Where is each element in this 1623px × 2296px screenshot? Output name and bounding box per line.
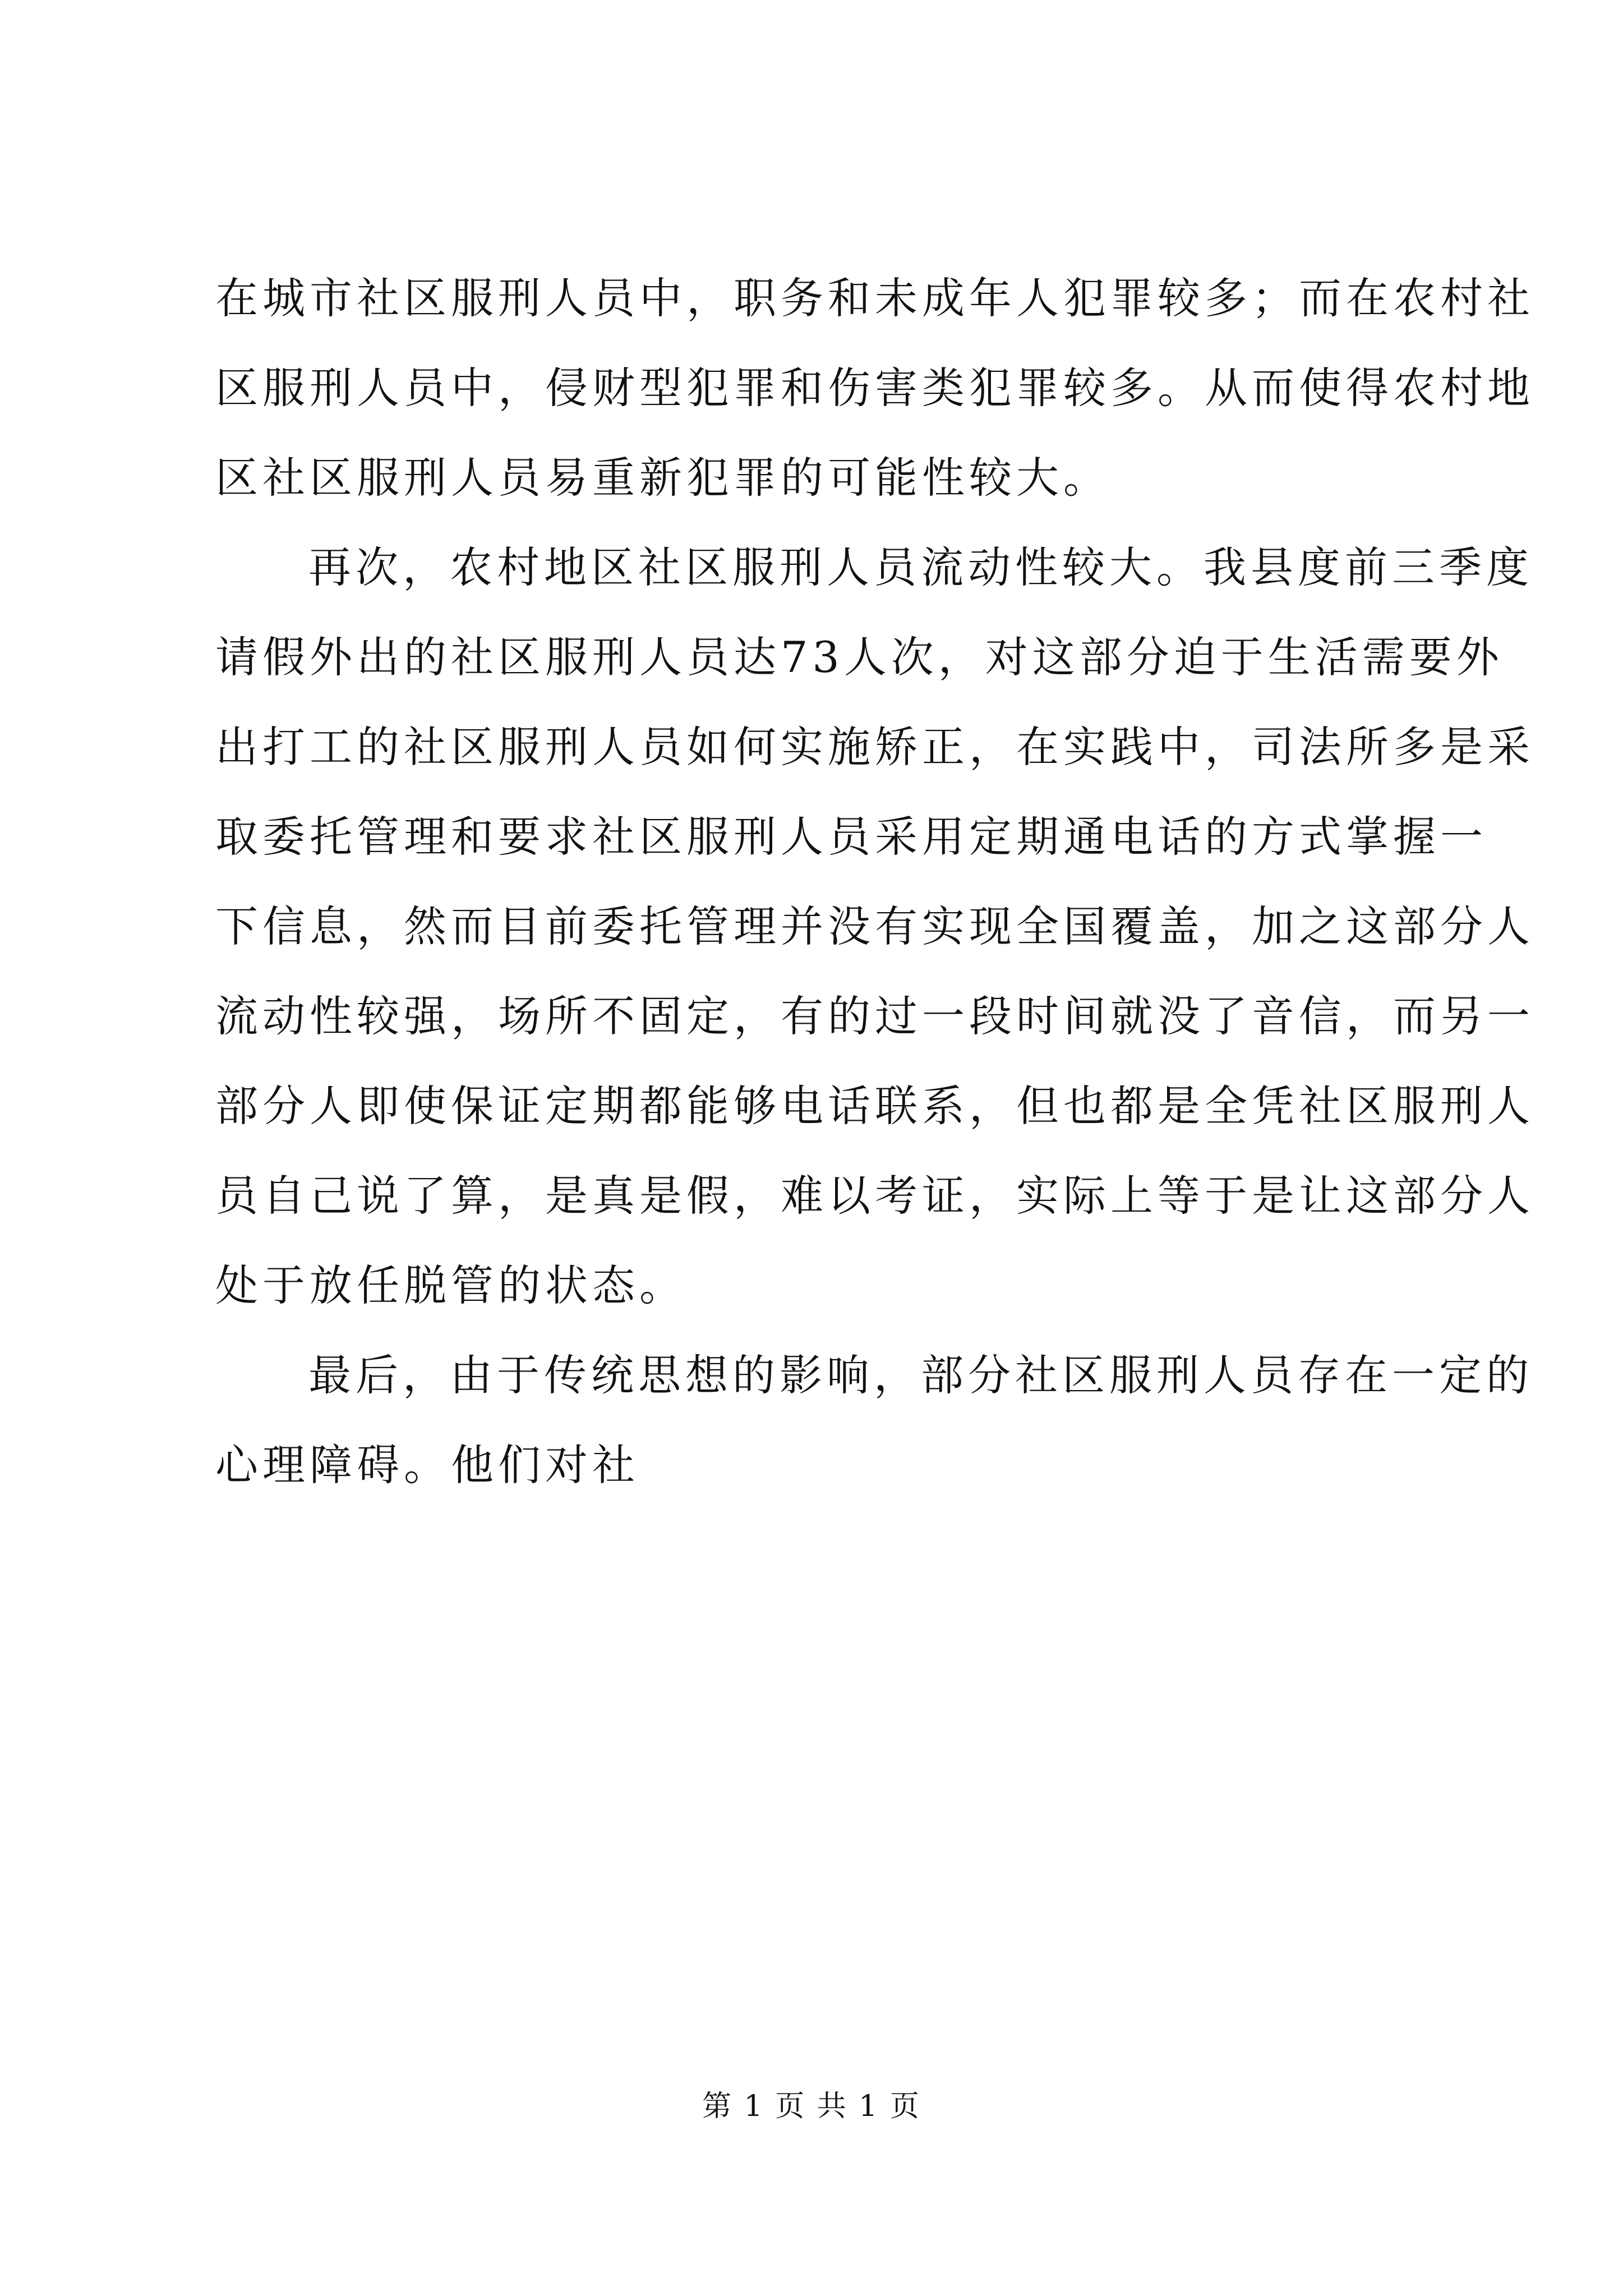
text-line: 区服刑人员中，侵财型犯罪和伤害类犯罪较多。从而使得农村地 xyxy=(215,363,1534,413)
text-line: 处于放任脱管的状态。 xyxy=(215,1260,686,1310)
text-line: 心理障碍。他们对社 xyxy=(215,1440,639,1490)
text-line: 出打工的社区服刑人员如何实施矫正，在实践中，司法所多是采 xyxy=(215,722,1534,772)
paragraph-start-line: 最后，由于传统思想的影响，部分社区服刑人员存在一定的 xyxy=(308,1350,1533,1400)
text-line: 取委托管理和要求社区服刑人员采用定期通电话的方式掌握一 xyxy=(215,812,1487,862)
text-line: 请假外出的社区服刑人员达73人次，对这部分迫于生活需要外 xyxy=(215,632,1504,682)
text-line: 员自己说了算，是真是假，难以考证，实际上等于是让这部分人 xyxy=(215,1171,1534,1221)
text-line: 区社区服刑人员易重新犯罪的可能性较大。 xyxy=(215,453,1110,503)
text-line: 部分人即使保证定期都能够电话联系，但也都是全凭社区服刑人 xyxy=(215,1081,1534,1131)
text-line: 下信息，然而目前委托管理并没有实现全国覆盖，加之这部分人 xyxy=(215,901,1534,951)
document-body xyxy=(215,254,1534,1510)
text-line: 在城市社区服刑人员中，职务和未成年人犯罪较多；而在农村社 xyxy=(215,273,1534,323)
text-line: 流动性较强，场所不固定，有的过一段时间就没了音信，而另一 xyxy=(215,991,1534,1041)
paragraph-start-line: 再次，农村地区社区服刑人员流动性较大。我县度前三季度 xyxy=(308,542,1533,592)
page-number-footer: 第 1 页 共 1 页 xyxy=(702,2090,921,2123)
